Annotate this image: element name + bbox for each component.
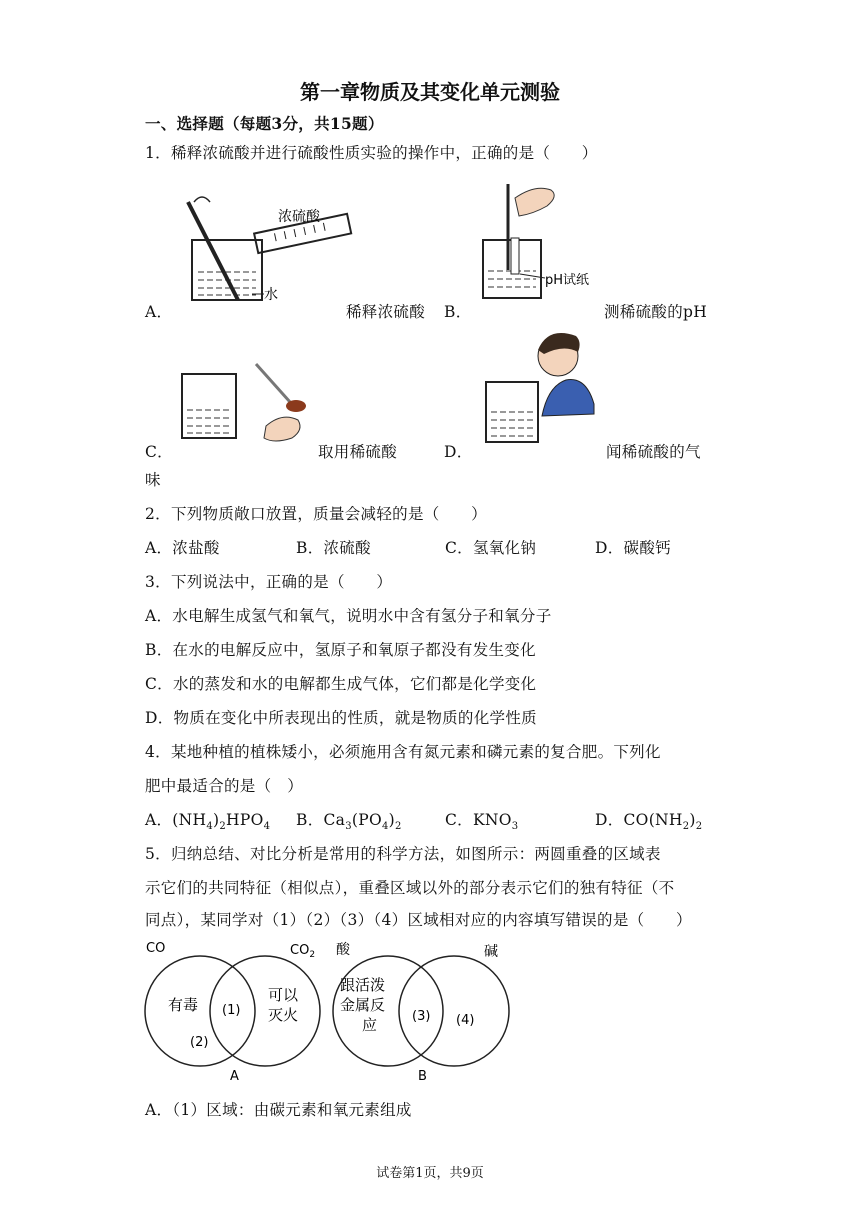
q2-option-c: C．氢氧化钠 <box>445 539 537 557</box>
question-1-stem: 1．稀释浓硫酸并进行硫酸性质实验的操作中，正确的是（ ） <box>145 144 598 162</box>
venn-a-region-1: (1) <box>222 1003 241 1018</box>
q2-option-a: A．浓盐酸 <box>145 539 220 557</box>
section-heading: 一、选择题（每题3分，共15题） <box>145 114 384 133</box>
venn-a-caption: A <box>230 1069 239 1084</box>
page-footer: 试卷第1页，共9页 <box>376 1166 484 1181</box>
venn-a-right-text-1: 可以 <box>268 986 299 1004</box>
option-a-text: 稀释浓硫酸 <box>346 303 426 321</box>
venn-a-region-2: (2) <box>190 1035 209 1050</box>
hand-icon <box>515 188 554 216</box>
option-c-letter: C． <box>145 443 173 461</box>
q4-option-a: A．$(NH_4)_2HPO_4$ <box>145 811 271 833</box>
question-4-stem-cont: 肥中最适合的是（ ） <box>145 777 304 795</box>
rotation-arrow-icon <box>194 197 210 202</box>
question-2-stem: 2．下列物质敞口放置，质量会减轻的是（ ） <box>145 505 487 523</box>
q3-option-d: D．物质在变化中所表现出的性质，就是物质的化学性质 <box>145 709 537 727</box>
venn-b-left-text-3: 应 <box>362 1016 378 1034</box>
option-d-text-cont: 味 <box>145 471 161 489</box>
dropper-bulb <box>286 400 306 412</box>
dilute-acid-figure <box>180 188 360 308</box>
venn-a-right-label: $CO_2$ <box>290 943 316 960</box>
venn-a-right-text-2: 灭火 <box>268 1006 299 1024</box>
option-c-text: 取用稀硫酸 <box>318 443 398 461</box>
question-5-stem: 5．归纳总结、对比分析是常用的科学方法，如图所示：两圆重叠的区域表 <box>145 845 661 863</box>
venn-b-region-3: (3) <box>412 1009 431 1024</box>
take-acid-figure <box>170 358 320 448</box>
venn-diagram-b <box>326 936 526 1086</box>
q5-option-a: A．（1）区域：由碳元素和氧元素组成 <box>145 1101 412 1119</box>
venn-b-right-label: 碱 <box>484 944 498 960</box>
venn-b-left-text-2: 金属反 <box>340 996 386 1014</box>
dropper-icon <box>256 364 290 402</box>
q4-option-d: D．$CO(NH_2)_2$ <box>595 811 703 833</box>
q3-option-c: C．水的蒸发和水的电解都生成气体，它们都是化学变化 <box>145 675 537 693</box>
q4-option-b: B．$Ca_3(PO_4)_2$ <box>296 811 402 833</box>
venn-b-caption: B <box>418 1069 427 1084</box>
q4-option-c: C．$KNO_3$ <box>445 811 519 833</box>
option-d-text: 闻稀硫酸的气 <box>606 443 701 461</box>
figure-label-acid: 浓硫酸 <box>278 209 320 225</box>
person-shirt <box>542 380 594 417</box>
figure-label-water: 水 <box>264 287 278 303</box>
question-4-stem: 4．某地种植的植株矮小，必须施用含有氮元素和磷元素的复合肥。下列化 <box>145 743 661 761</box>
page-title: 第一章物质及其变化单元测验 <box>300 80 560 104</box>
question-3-stem: 3．下列说法中，正确的是（ ） <box>145 573 393 591</box>
glass-rod <box>188 202 238 300</box>
q3-option-a: A．水电解生成氢气和氧气，说明水中含有氢分子和氧分子 <box>145 607 552 625</box>
venn-b-left-label: 酸 <box>336 942 350 958</box>
venn-b-region-4: (4) <box>456 1013 475 1028</box>
question-5-stem-cont2: 同点），某同学对（1）（2）（3）（4）区域相对应的内容填写错误的是（ ） <box>145 911 692 929</box>
option-b-text: 测稀硫酸的pH <box>604 303 708 321</box>
q3-option-b: B．在水的电解反应中，氢原子和氧原子都没有发生变化 <box>145 641 536 659</box>
figure-label-ph-paper: pH试纸 <box>545 273 590 288</box>
venn-diagram-a <box>140 936 340 1086</box>
option-d-letter: D． <box>444 443 473 461</box>
venn-a-left-text: 有毒 <box>168 996 199 1014</box>
option-b-letter: B． <box>444 303 472 321</box>
ph-test-figure <box>475 178 615 308</box>
smell-acid-figure <box>478 326 598 448</box>
beaker-shape <box>192 240 262 300</box>
option-a-letter: A． <box>145 303 173 321</box>
hand-icon <box>264 417 300 441</box>
question-5-stem-cont: 示它们的共同特征（相似点），重叠区域以外的部分表示它们的独有特征（不 <box>145 879 675 897</box>
q2-option-d: D．碳酸钙 <box>595 539 671 557</box>
venn-a-left-label: CO <box>146 941 166 956</box>
q2-option-b: B．浓硫酸 <box>296 539 371 557</box>
venn-b-left-text-1: 跟活泼 <box>340 976 386 994</box>
